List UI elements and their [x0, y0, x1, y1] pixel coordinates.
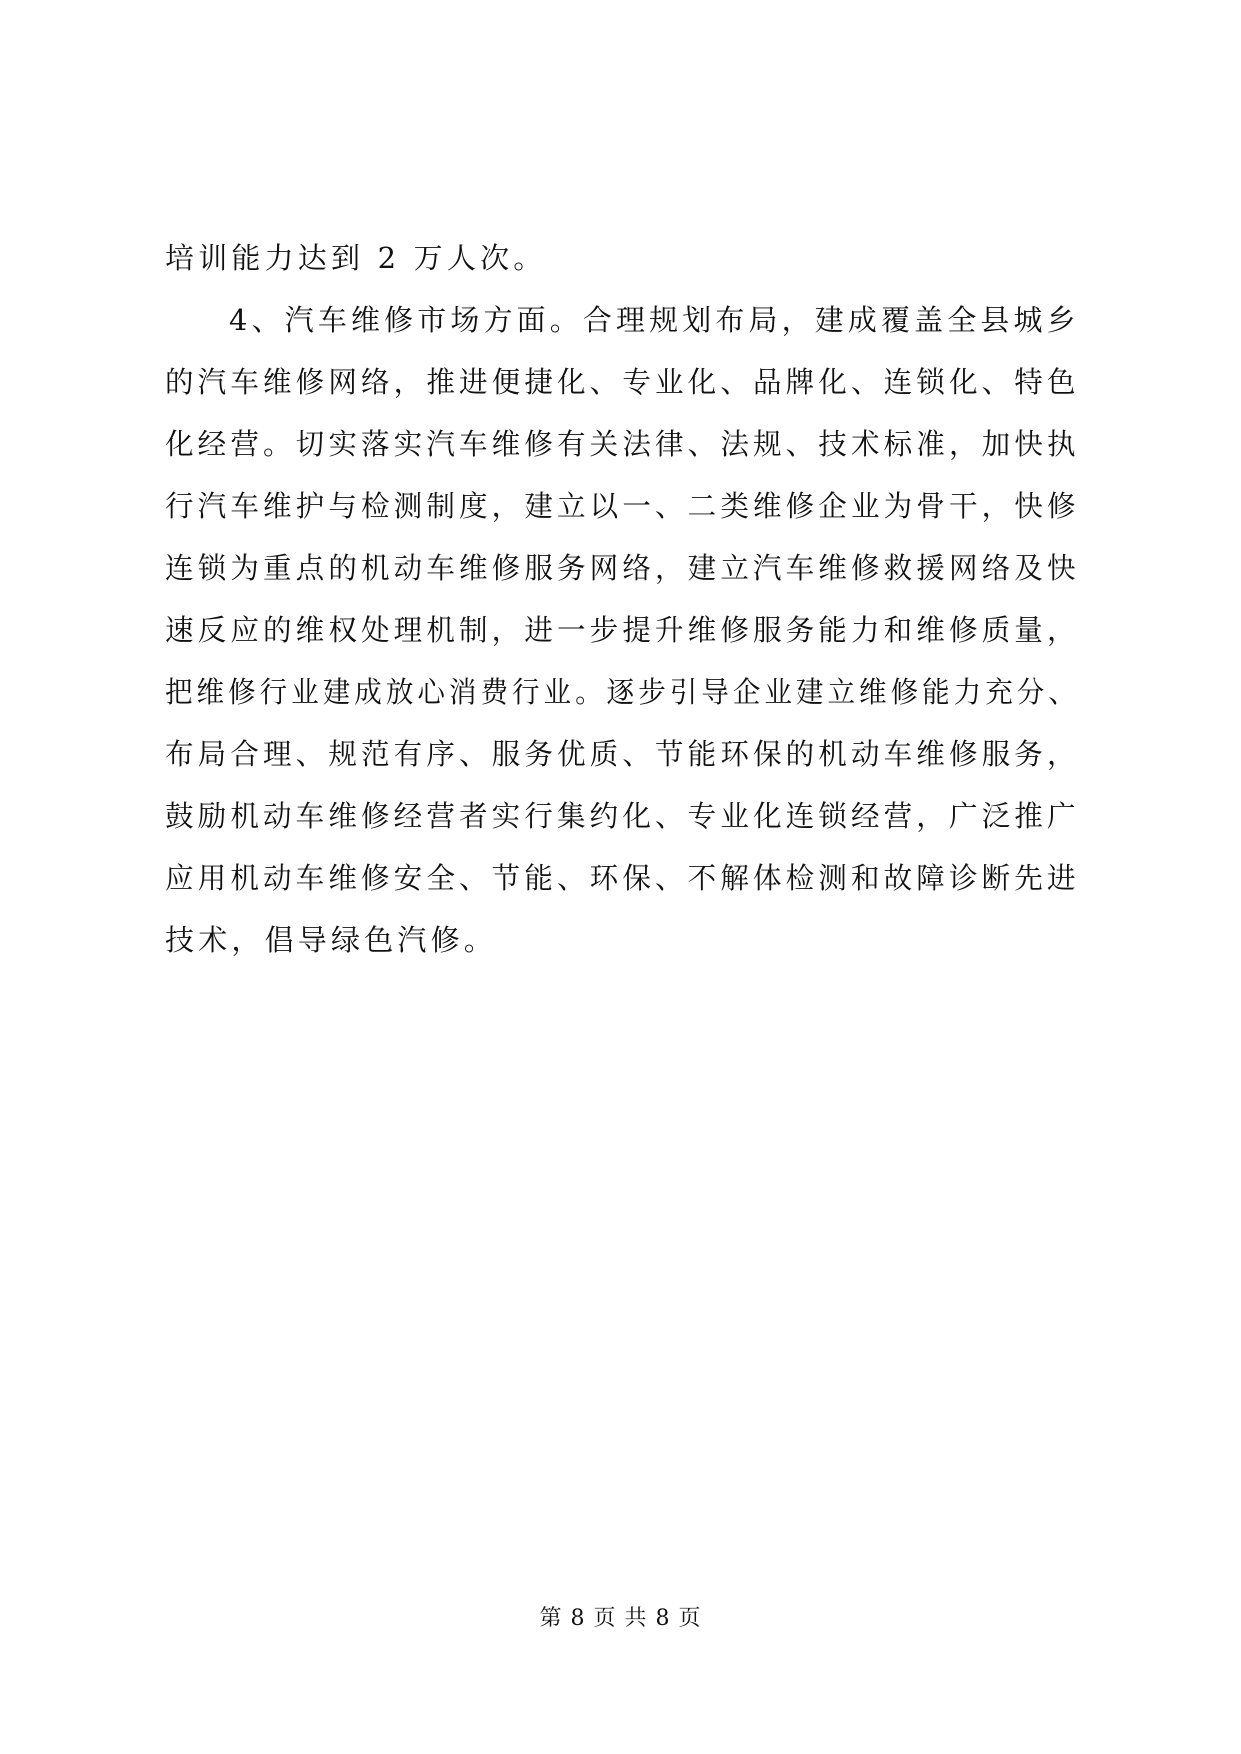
- paragraph-4-line-5: 连锁为重点的机动车维修服务网络，建立汽车维修救援网络及快: [165, 551, 1080, 585]
- paragraph-4-line-11: 技术，倡导绿色汽修。: [165, 923, 498, 957]
- paragraph-4-line-7: 把维修行业建成放心消费行业。逐步引导企业建立维修能力充分、: [165, 675, 1080, 709]
- paragraph-4-line-2: 的汽车维修网络，推进便捷化、专业化、品牌化、连锁化、特色: [165, 365, 1080, 399]
- paragraph-4-line-6: 速反应的维权处理机制，进一步提升维修服务能力和维修质量，: [165, 613, 1080, 647]
- paragraph-4-line-10: 应用机动车维修安全、节能、环保、不解体检测和故障诊断先进: [165, 861, 1080, 895]
- paragraph-4-line-3: 化经营。切实落实汽车维修有关法律、法规、技术标准，加快执: [165, 427, 1080, 461]
- paragraph-4-line-8: 布局合理、规范有序、服务优质、节能环保的机动车维修服务，: [165, 737, 1080, 771]
- paragraph-4-line-1: 4、汽车维修市场方面。合理规划布局，建成覆盖全县城乡: [229, 303, 1080, 337]
- paragraph-4-line-4: 行汽车维护与检测制度，建立以一、二类维修企业为骨干，快修: [165, 489, 1080, 523]
- text-line-1: 培训能力达到 2 万人次。: [165, 241, 547, 275]
- paragraph-4-line-9: 鼓励机动车维修经营者实行集约化、专业化连锁经营，广泛推广: [165, 799, 1080, 833]
- page-footer: 第 8 页 共 8 页: [539, 1606, 702, 1631]
